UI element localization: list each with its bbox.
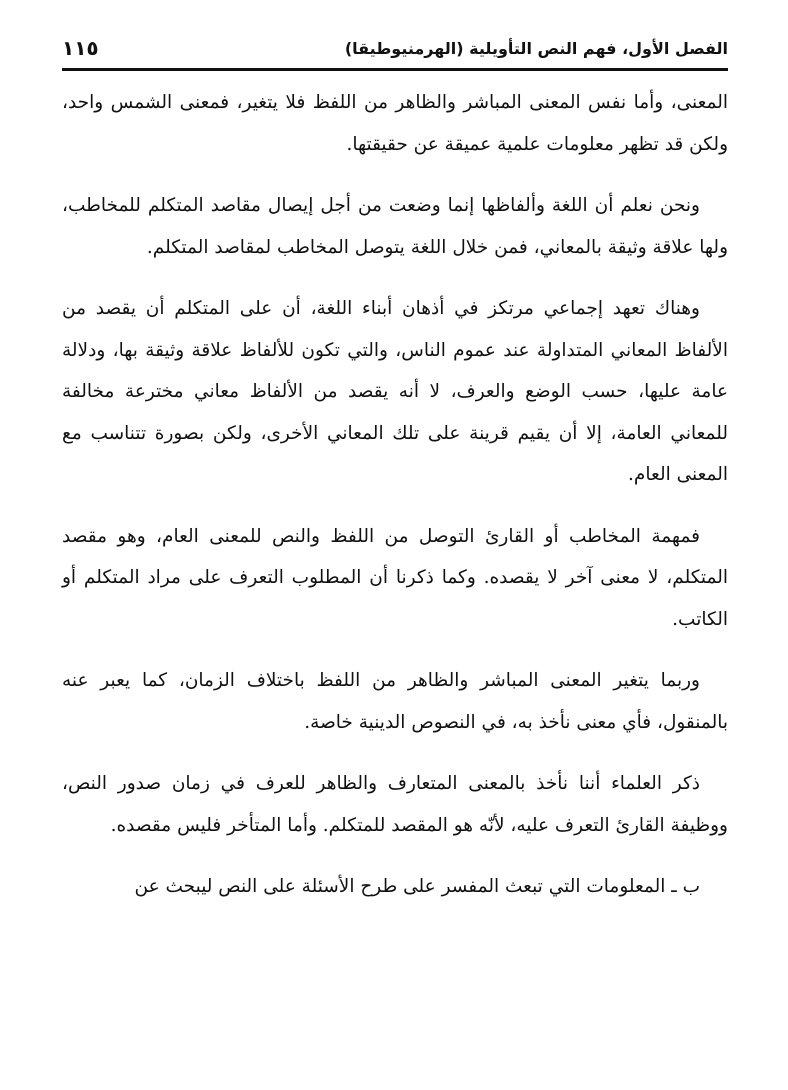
- body-text: [62, 82, 728, 928]
- paragraph: وربما يتغير المعنى المباشر والظاهر من اللفظ باختلاف الزمان، كما يعبر عنه بالمنقول، فأي معنى نأخذ به، في النصوص الدينية خاصة.: [62, 670, 728, 733]
- paragraph: ذكر العلماء أننا نأخذ بالمعنى المتعارف والظاهر للعرف في زمان صدور النص، ووظيفة القارئ التعرف عليه، لأنّه هو المقصد للمتكلم. وأما المتأخر فليس مقصده.: [62, 773, 728, 836]
- paragraph: المعنى، وأما نفس المعنى المباشر والظاهر من اللفظ فلا يتغير، فمعنى الشمس واحد، ولكن قد تظهر معلومات علمية عميقة عن حقيقتها.: [62, 92, 728, 155]
- header-rule: [62, 68, 728, 71]
- paragraph: ب ـ المعلومات التي تبعث المفسر على طرح الأسئلة على النص ليبحث عن: [134, 876, 700, 897]
- paragraph: وهناك تعهد إجماعي مرتكز في أذهان أبناء اللغة، أن على المتكلم أن يقصد من الألفاظ المعاني المتداولة عند عموم الناس، والتي تكون للألفاظ علاقة وثيقة بها، ودلالة عامة عليها، حسب الوضع والعرف، لا أنه يقصد من الألفاظ معاني مخترعة مخالفة للمعاني العامة، إلا أن يقيم قرينة على تلك المعاني الأخرى، ولكن بصورة تتناسب مع المعنى العام.: [62, 298, 728, 485]
- page-number: ١١٥: [62, 36, 99, 60]
- paragraph: ونحن نعلم أن اللغة وألفاظها إنما وضعت من أجل إيصال مقاصد المتكلم للمخاطب، ولها علاقة وثيقة بالمعاني، فمن خلال اللغة يتوصل المخاطب لمقاصد المتكلم.: [62, 195, 728, 258]
- paragraph: فمهمة المخاطب أو القارئ التوصل من اللفظ والنص للمعنى العام، وهو مقصد المتكلم، لا معنى آخر لا يقصده. وكما ذكرنا أن المطلوب التعرف على مراد المتكلم أو الكاتب.: [62, 525, 728, 630]
- running-head: الفصل الأول، فهم النص التأويلية (الهرمنيوطيقا): [344, 38, 728, 58]
- page-header: [62, 30, 728, 66]
